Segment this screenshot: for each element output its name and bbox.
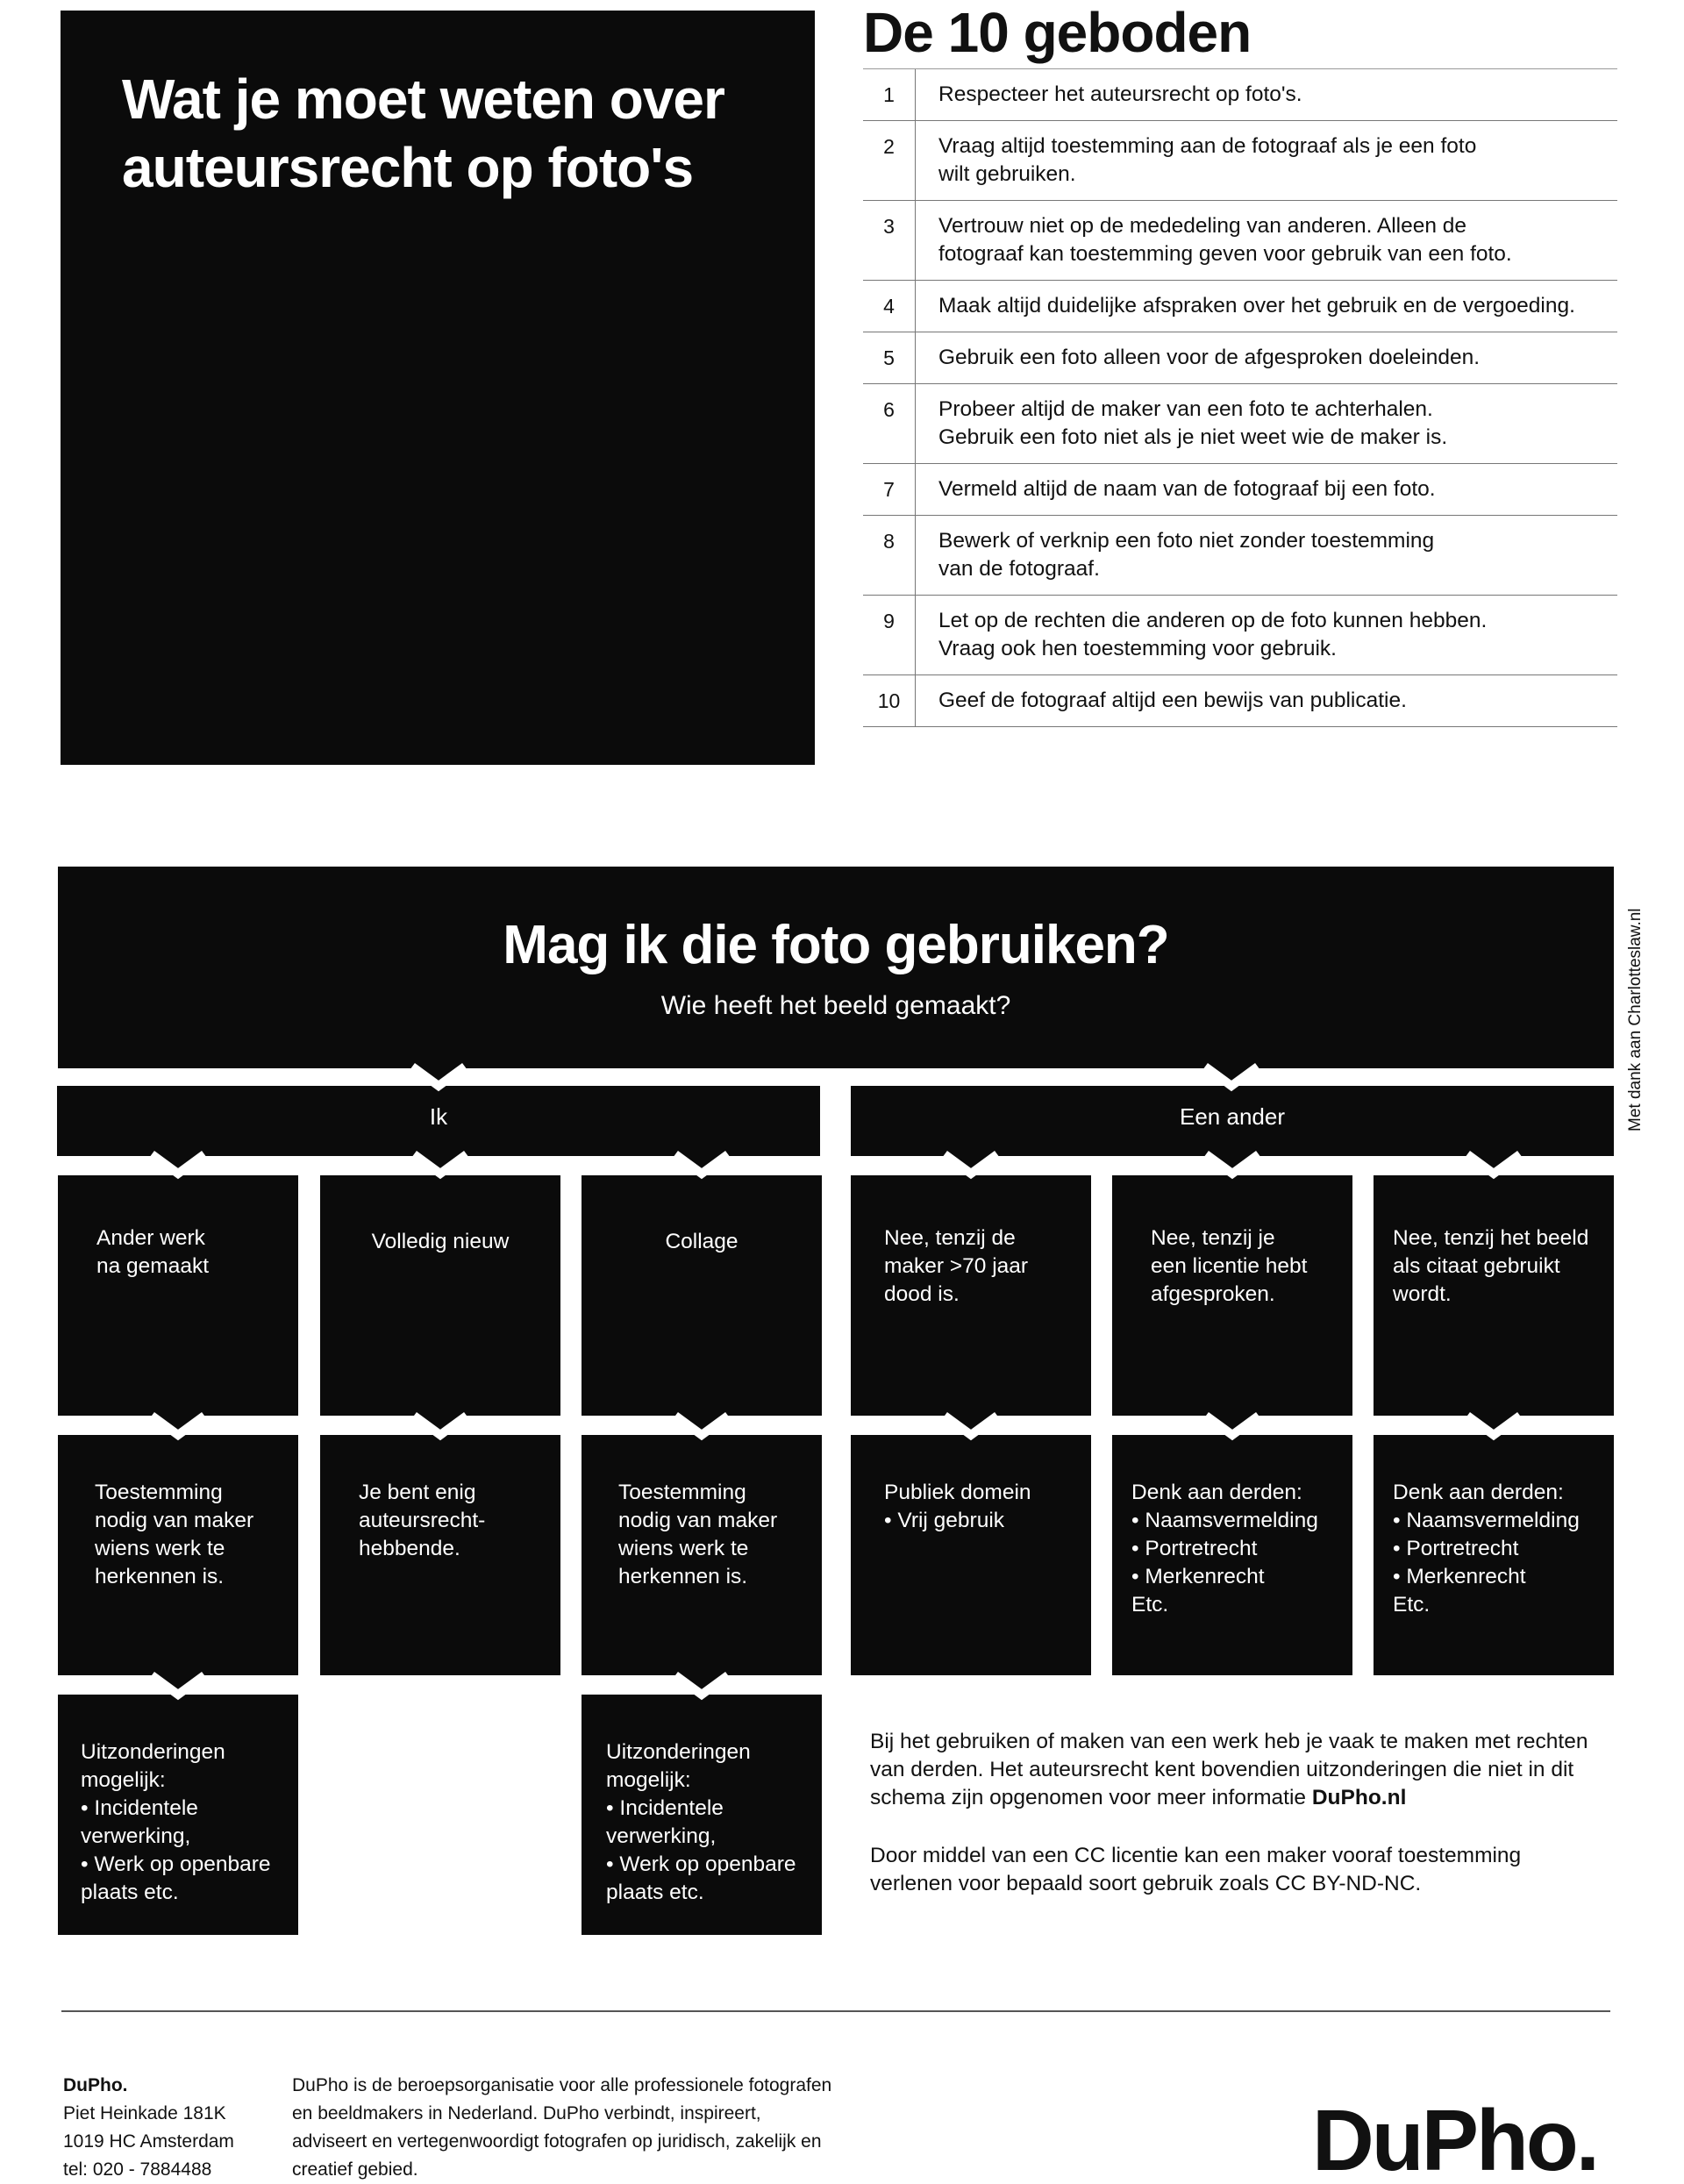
flow-box-text: Toestemming nodig van maker wiens werk te herkennen is. xyxy=(618,1481,778,1588)
footer-street: Piet Heinkade 181K xyxy=(63,2103,226,2123)
commandment-number: 6 xyxy=(863,384,916,463)
flow-box-text: Denk aan derden: • Naamsvermelding • Portretrecht • Merkenrecht Etc. xyxy=(1393,1481,1580,1617)
commandment-number: 5 xyxy=(863,332,916,383)
connector-chevron xyxy=(1206,1416,1259,1435)
flow-box-text: Uitzonderingen mogelijk: • Incidentele verwerking, • Werk op openbare plaats etc. xyxy=(606,1740,796,1904)
commandment-text: Probeer altijd de maker van een foto te achterhalen. Gebruik een foto niet als je niet weet wie de maker is. xyxy=(938,397,1448,449)
flow-box-text: Publiek domein • Vrij gebruik xyxy=(884,1481,1031,1532)
connector-chevron xyxy=(945,1154,997,1174)
connector-chevron xyxy=(1206,1154,1259,1174)
commandment-text: Gebruik een foto alleen voor de afgesproken doeleinden. xyxy=(938,346,1481,369)
connector-chevron xyxy=(1467,1416,1520,1435)
footer-divider xyxy=(61,2010,1610,2012)
commandment-number: 2 xyxy=(863,121,916,200)
connector-chevron xyxy=(414,1154,467,1174)
connector-chevron xyxy=(152,1416,204,1435)
commandment-text: Vraag altijd toestemming aan de fotograaf als je een foto wilt gebruiken. xyxy=(938,134,1477,186)
flow-subtitle: Wie heeft het beeld gemaakt? xyxy=(660,991,1011,1020)
commandments-title: De 10 geboden xyxy=(863,1,1252,64)
flow-box-text: Je bent enig auteursrecht- hebbende. xyxy=(359,1481,486,1560)
branch-ander-label: Een ander xyxy=(1180,1103,1285,1130)
commandment-text: Vermeld altijd de naam van de fotograaf bij een foto. xyxy=(938,477,1436,501)
commandment-number: 10 xyxy=(863,675,916,726)
connector-chevron xyxy=(152,1154,204,1174)
commandment-text: Bewerk of verknip een foto niet zonder toestemming van de fotograaf. xyxy=(938,529,1435,581)
footer-address xyxy=(63,2072,234,2184)
note-paragraph-1 xyxy=(870,1728,1589,1812)
connector-chevron xyxy=(414,1416,467,1435)
connector-chevron xyxy=(1467,1154,1520,1174)
flow-box-text: Toestemming nodig van maker wiens werk te herkennen is. xyxy=(95,1481,254,1588)
flow-box-text: Denk aan derden: • Naamsvermelding • Portretrecht • Merkenrecht Etc. xyxy=(1131,1481,1318,1617)
commandment-number: 1 xyxy=(863,69,916,120)
flow-box-text: Ander werk na gemaakt xyxy=(96,1226,210,1278)
note-text: Bij het gebruiken of maken van een werk heb je vaak te maken met rechten van derden. Het auteursrecht kent bovendien uitzonderingen die niet in dit schema zijn opgenomen voor meer informatie xyxy=(870,1730,1588,1809)
flow-box-text: Collage xyxy=(665,1230,739,1253)
dupho-link[interactable]: DuPho.nl xyxy=(1311,1786,1407,1809)
footer-org: DuPho. xyxy=(63,2075,128,2095)
connector-chevron xyxy=(675,1154,728,1174)
flow-box-text: Nee, tenzij je een licentie hebt afgesproken. xyxy=(1151,1226,1308,1306)
commandment-number: 7 xyxy=(863,464,916,515)
dupho-logo: DuPho. xyxy=(1312,2092,1597,2184)
commandment-number: 4 xyxy=(863,281,916,332)
commandment-number: 3 xyxy=(863,201,916,280)
commandment-text: Respecteer het auteursrecht op foto's. xyxy=(938,82,1302,106)
intro-title: Wat je moet weten over auteursrecht op foto's xyxy=(122,68,724,199)
commandment-number: 8 xyxy=(863,516,916,595)
flow-box-text: Uitzonderingen mogelijk: • Incidentele verwerking, • Werk op openbare plaats etc. xyxy=(81,1740,271,1904)
connector-chevron xyxy=(152,1675,204,1695)
commandment-text: Let op de rechten die anderen op de foto kunnen hebben. Vraag ook hen toestemming voor gebruik. xyxy=(938,609,1488,660)
commandment-text: Vertrouw niet op de mededeling van anderen. Alleen de fotograaf kan toestemming geven voor gebruik van een foto. xyxy=(938,214,1512,266)
flow-box-text: Nee, tenzij de maker >70 jaar dood is. xyxy=(884,1226,1029,1306)
footer-about: DuPho is de beroepsorganisatie voor alle professionele fotografen en beeldmakers in Nederland. DuPho verbindt, inspireert, adviseert en vertegenwoordigt fotografen op juridisch, zakelijk en creatief gebied. xyxy=(292,2075,832,2180)
flow-box-text: Volledig nieuw xyxy=(371,1230,510,1253)
connector-chevron xyxy=(675,1416,728,1435)
connector-chevron xyxy=(1205,1067,1258,1086)
commandment-number: 9 xyxy=(863,596,916,674)
footer-city: 1019 HC Amsterdam xyxy=(63,2131,234,2152)
branch-ik-label: Ik xyxy=(429,1103,448,1130)
credit-text: Met dank aan Charlotteslaw.nl xyxy=(1626,908,1645,1131)
flow-box-text: Nee, tenzij het beeld als citaat gebruikt wordt. xyxy=(1393,1226,1589,1306)
commandment-text: Geef de fotograaf altijd een bewijs van publicatie. xyxy=(938,689,1407,712)
connector-chevron xyxy=(675,1675,728,1695)
flow-title: Mag ik die foto gebruiken? xyxy=(503,915,1169,975)
connector-chevron xyxy=(945,1416,997,1435)
commandment-text: Maak altijd duidelijke afspraken over het gebruik en de vergoeding. xyxy=(938,294,1575,318)
connector-chevron xyxy=(412,1067,465,1086)
footer-tel: tel: 020 - 7884488 xyxy=(63,2159,212,2180)
note-paragraph-2: Door middel van een CC licentie kan een maker vooraf toestemming verlenen voor bepaald soort gebruik zoals CC BY-ND-NC. xyxy=(870,1844,1522,1895)
flow-note xyxy=(870,1728,1589,1928)
credit-vertical xyxy=(1626,868,1647,1131)
